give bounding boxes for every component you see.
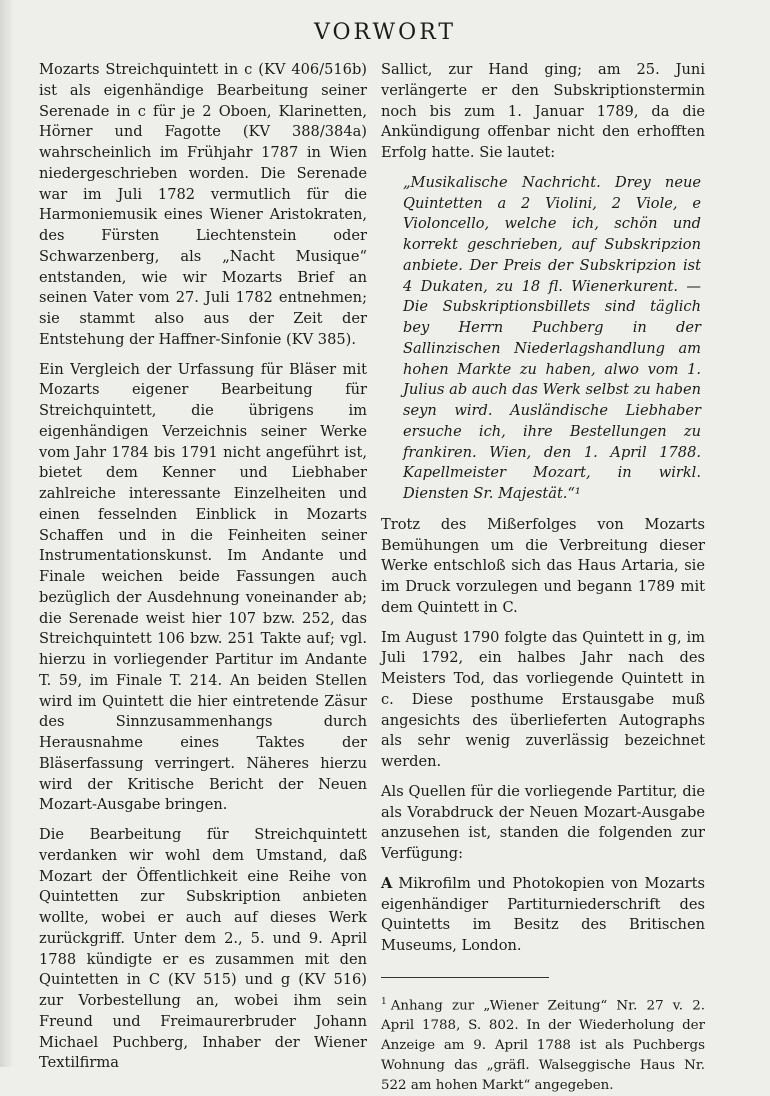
- source-letter: A: [381, 874, 393, 892]
- footnote: [381, 992, 705, 1096]
- source-text: Mikrofilm und Photokopien von Mozarts eigenhändiger Partiturniederschrift des Quintetts im Besitz des Britischen Museums, London.: [381, 874, 705, 954]
- source-item: [381, 874, 705, 957]
- footnote-divider: [381, 977, 549, 978]
- page-edge-shadow: [0, 0, 14, 1067]
- paragraph: Mozarts Streichquintett in c (KV 406/516b) ist als eigenhändige Bearbeitung seiner Serenade in c für je 2 Oboen, Klarinetten, Hörner und Fagotte (KV 388/384a) wahrscheinlich im Frühjahr 1787 in Wien niedergeschrieben worden. Die Serenade war im Juli 1782 vermutlich für die Harmoniemusik eines Wiener Aristokraten, des Fürsten Liechtenstein oder Schwarzenberg, als „Nacht Musique“ entstanden, wie wir Mozarts Brief an seinen Vater vom 27. Juli 1782 entnehmen; sie stammt also aus der Zeit der Entstehung der Haffner-Sinfonie (KV 385).: [39, 61, 367, 348]
- source-list: [381, 874, 705, 957]
- announcement-quote: „Musikalische Nachricht. Drey neue Quintetten a 2 Violini, 2 Viole, e Violoncello, welche ich, schön und korrekt geschrieben, auf Subskripzion anbiete. Der Preis der Subskripzion ist 4 Dukaten, zu 18 fl. Wienerkurent. — Die Subskriptionsbillets sind täglich bey Herrn Puchberg in der Sallinzischen Niederlagshandlung am hohen Markte zu haben, alwo vom 1. Julius ab auch das Werk selbst zu haben seyn wird. Ausländische Liebhaber ersuche ich, ihre Bestellungen zu frankiren. Wien, den 1. April 1788. Kapellmeister Mozart, in wirkl. Diensten Sr. Majestät.“¹: [403, 173, 701, 502]
- left-column: [39, 60, 367, 1083]
- paragraph: Sallict, zur Hand ging; am 25. Juni verlängerte er den Subskriptionstermin noch bis zum 1. Januar 1789, da die Ankündigung offenbar nicht den erhofften Erfolg hatte. Sie lautet:: [381, 61, 705, 161]
- paragraph: Ein Vergleich der Urfassung für Bläser mit Mozarts eigener Bearbeitung für Streichquintett, die übrigens im eigenhändigen Verzeichnis seiner Werke vom Jahr 1784 bis 1791 nicht angeführt ist, bietet dem Kenner und Liebhaber zahlreiche interessante Einzelheiten und einen fesselnden Einblick in Mozarts Schaffen und in die Feinheiten seiner Instrumentationskunst. Im Andante und Finale weichen beide Fassungen auch bezüglich der Ausdehnung voneinander ab; die Serenade weist hier 107 bzw. 252, das Streichquintett 106 bzw. 251 Takte auf; vgl. hierzu in vorliegender Partitur im Andante T. 59, im Finale T. 214. An beiden Stellen wird im Quintett die hier eintretende Zäsur des Sinnzusammenhangs durch Herausnahme eines Taktes der Bläserfassung verringert. Näheres hierzu wird der Kritische Bericht der Neuen Mozart-Ausgabe bringen.: [39, 360, 367, 814]
- page-title: VORWORT: [313, 20, 457, 45]
- paragraph: Trotz des Mißerfolges von Mozarts Bemühungen um die Verbreitung dieser Werke entschloß sich das Haus Artaria, sie im Druck vorzulegen und begann 1789 mit dem Quintett in C.: [381, 515, 705, 616]
- footnote-text: Anhang zur „Wiener Zeitung“ Nr. 27 v. 2. April 1788, S. 802. In der Wiederholung der Anzeige am 9. April 1788 ist als Puchbergs Wohnung das „gräfl. Walseggische Haus Nr. 522 am hohen Markt“ angegeben.: [381, 998, 705, 1094]
- paragraph: Als Quellen für die vorliegende Partitur, die als Vorabdruck der Neuen Mozart-Ausgabe anzusehen ist, standen die folgenden zur Verfügung:: [381, 782, 705, 862]
- right-column: [381, 60, 705, 1096]
- paragraph: Die Bearbeitung für Streichquintett verdanken wir wohl dem Umstand, daß Mozart der Öffentlichkeit eine Reihe von Quintetten zur Subskription anbieten wollte, wobei er auch auf dieses Werk zurückgriff. Unter dem 2., 5. und 9. April 1788 kündigte er es zusammen mit den Quintetten in C (KV 515) und g (KV 516) zur Vorbestellung an, wobei ihm sein Freund und Freimaurerbruder Johann Michael Puchberg, Inhaber der Wiener Textilfirma: [39, 826, 367, 1072]
- footnote-mark: 1: [381, 996, 387, 1007]
- paragraph: Im August 1790 folgte das Quintett in g, im Juli 1792, ein halbes Jahr nach des Meisters Tod, das vorliegende Quintett in c. Diese posthume Erstausgabe muß angesichts des überlieferten Autographs als sehr wenig zuverlässig bezeichnet werden.: [381, 628, 705, 770]
